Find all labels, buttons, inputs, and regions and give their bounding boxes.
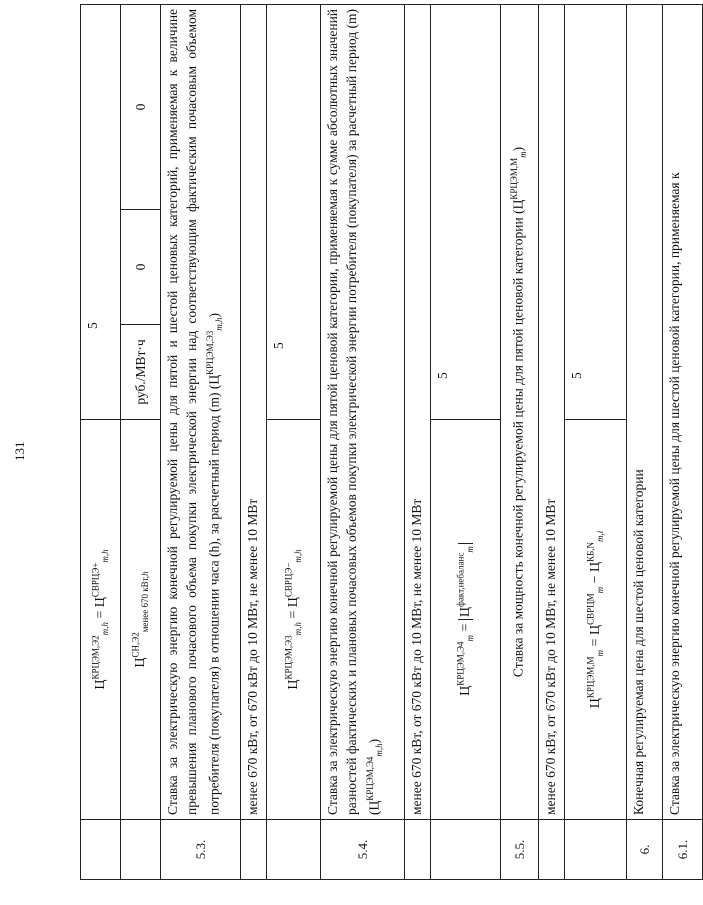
value-cell bbox=[565, 4, 627, 419]
sub-heading: менее 670 кВт, от 670 кВт до 10 МВт, не менее 10 МВт bbox=[405, 4, 431, 819]
formula-cell bbox=[81, 419, 121, 819]
num-cell bbox=[565, 820, 627, 880]
row-text: Ставка за электрическую энергию конечной регулируемой цены для шестой ценовой категории, применяемая к bbox=[663, 4, 703, 819]
num-cell bbox=[121, 820, 161, 880]
table-row bbox=[81, 4, 121, 879]
formula-cell bbox=[565, 419, 627, 819]
value-cell bbox=[431, 4, 501, 419]
row-number: 6.1. bbox=[663, 820, 703, 880]
table-row bbox=[501, 4, 539, 879]
formula-cre3: $Ц^{КРЦЭМ,Э3}_{m,h} = Ц^{СВРЦЭ-}_{m,h}$ bbox=[283, 549, 303, 690]
value-a-cell: 0 bbox=[121, 209, 161, 324]
num-cell bbox=[405, 820, 431, 880]
table-row bbox=[321, 4, 405, 879]
row-value: 5 bbox=[435, 372, 450, 379]
page-number: 131 bbox=[12, 441, 27, 461]
row-number: 5.5. bbox=[501, 820, 539, 880]
value-cell bbox=[81, 4, 121, 419]
num-cell bbox=[81, 820, 121, 880]
table-row bbox=[241, 4, 267, 879]
formula-cell bbox=[431, 419, 501, 819]
row-value: 5 bbox=[271, 342, 286, 349]
top-value: 5 bbox=[85, 322, 100, 329]
table-row bbox=[431, 4, 501, 879]
table-row bbox=[627, 4, 663, 879]
table-row bbox=[161, 4, 241, 879]
num-cell bbox=[539, 820, 565, 880]
row-text: Ставка за мощность конечной регулируемой цены для пятой ценовой категории $(Ц^{КРЦЭМ,М}_m)$ bbox=[501, 4, 539, 819]
unit-cell: руб./МВт·ч bbox=[121, 324, 161, 419]
row-text: Конечная регулируемая цена для шестой ценовой категории bbox=[627, 4, 663, 819]
header-label-cell bbox=[121, 419, 161, 819]
formula-cre-m: $Ц^{КРЦЭМ,М}_m = Ц^{СВРЦМ}_m - Ц^{КБ,N}_{m,i}$ bbox=[585, 530, 605, 709]
num-cell bbox=[431, 820, 501, 880]
num-cell bbox=[267, 820, 321, 880]
row-number: 6. bbox=[627, 820, 663, 880]
row-value: 5 bbox=[569, 372, 584, 379]
header-label: $Ц^{СН,Э2}_{менее 670 кВт,h}$ bbox=[130, 571, 150, 668]
tariff-table bbox=[80, 4, 703, 880]
row-text: Ставка за электрическую энергию конечной регулируемой цены для пятой ценовой категории, применяемая к сумме абсолютных значений разностей фактических и плановых почасовых объемов покупки электрической энергии потребителя (покупателя) за расчетный период (m) $(Ц^{КРЦЭМ,Э4}_{m,h})$ bbox=[321, 4, 405, 819]
sub-heading: менее 670 кВт, от 670 кВт до 10 МВт, не менее 10 МВт bbox=[241, 4, 267, 819]
num-cell bbox=[241, 820, 267, 880]
table-row bbox=[565, 4, 627, 879]
sub-heading: менее 670 кВт, от 670 кВт до 10 МВт, не менее 10 МВт bbox=[539, 4, 565, 819]
table-row bbox=[539, 4, 565, 879]
value-b-cell: 0 bbox=[121, 4, 161, 209]
formula-cre4: $Ц^{КРЦЭМ,Э4}_m = Ц^{факт,небаланс}_m$ bbox=[458, 543, 473, 696]
row-text: Ставка за электрическую энергию конечной регулируемой цены для пятой и шестой ценовых категорий, применяемая к величине превышения планового почасового объема покупки электрической энергии над соответствующим фактическим почасовым объемом потребителя (покупателя) в отношении часа (h), за расчетный период (m) $(Ц^{КРЦЭМ,Э3}_{m,h})$ bbox=[161, 4, 241, 819]
formula-cell bbox=[267, 419, 321, 819]
row-number: 5.4. bbox=[321, 820, 405, 880]
row-number: 5.3. bbox=[161, 820, 241, 880]
table-row bbox=[405, 4, 431, 879]
formula-cre2: $Ц^{КРЦЭМ,Э2}_{m,h} = Ц^{СВРЦЭ+}_{m,h}$ bbox=[90, 549, 110, 690]
table-row bbox=[663, 4, 703, 879]
table-row bbox=[267, 4, 321, 879]
tariff-table-rotated bbox=[80, 5, 690, 880]
value-cell bbox=[267, 4, 321, 419]
table-row bbox=[121, 4, 161, 879]
